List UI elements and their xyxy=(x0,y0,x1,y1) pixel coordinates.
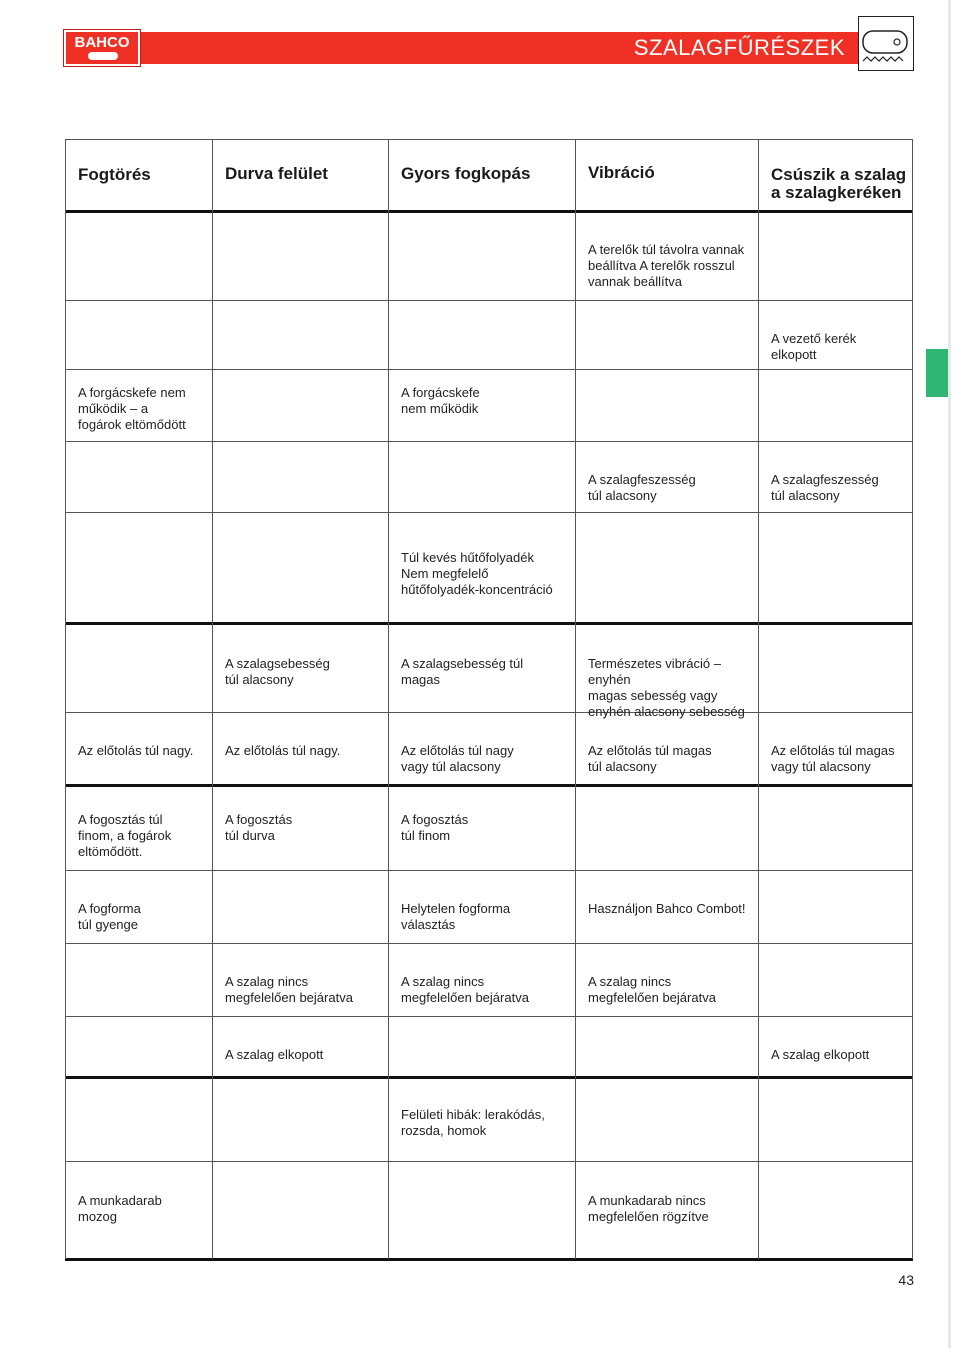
table-cell: A vezető kerék elkopott xyxy=(771,331,857,362)
table-cell: A fogosztás túl finom, a fogárok eltömődött. xyxy=(78,812,172,859)
table-cell: A forgácskefe nem működik xyxy=(401,385,480,416)
table-cell: Természetes vibráció – enyhén magas sebesség vagy enyhén alacsony sebesség xyxy=(588,656,745,719)
column-header: Durva felület xyxy=(225,164,328,183)
row-divider xyxy=(65,870,913,871)
row-divider xyxy=(65,1076,913,1079)
table-cell: Az előtolás túl nagy. xyxy=(225,743,341,758)
row-divider xyxy=(65,441,913,442)
table-cell: A munkadarab mozog xyxy=(78,1193,162,1224)
row-divider xyxy=(65,139,913,140)
table-cell: Az előtolás túl magas túl alacsony xyxy=(588,743,712,774)
table-cell: A szalag nincs megfelelően bejáratva xyxy=(588,974,716,1005)
page-edge-shadow xyxy=(948,0,951,1348)
table-cell: A szalagfeszesség túl alacsony xyxy=(771,472,879,503)
column-divider xyxy=(912,139,913,1259)
troubleshooting-table xyxy=(65,139,913,1259)
table-cell: A forgácskefe nem működik – a fogárok eltömődött xyxy=(78,385,186,432)
table-cell: A fogforma túl gyenge xyxy=(78,901,141,932)
row-divider xyxy=(65,369,913,370)
row-divider xyxy=(65,784,913,787)
table-cell: Az előtolás túl magas vagy túl alacsony xyxy=(771,743,895,774)
page-number: 43 xyxy=(898,1272,914,1288)
row-divider xyxy=(65,1016,913,1017)
column-divider xyxy=(65,139,66,1259)
table-cell: Az előtolás túl nagy vagy túl alacsony xyxy=(401,743,514,774)
table-cell: Helytelen fogforma választás xyxy=(401,901,511,932)
column-divider xyxy=(212,139,213,1259)
row-divider xyxy=(65,622,913,625)
table-cell: A szalag elkopott xyxy=(225,1047,324,1062)
table-cell: A fogosztás túl finom xyxy=(401,812,469,843)
column-divider xyxy=(575,139,576,1259)
row-divider xyxy=(65,512,913,513)
column-header: Gyors fogkopás xyxy=(401,164,531,183)
bahco-logo xyxy=(64,30,140,66)
table-cell: A szalag nincs megfelelően bejáratva xyxy=(225,974,353,1005)
row-divider xyxy=(65,943,913,944)
column-header: Fogtörés xyxy=(78,165,151,184)
table-cell: A fogosztás túl durva xyxy=(225,812,293,843)
column-divider xyxy=(388,139,389,1259)
table-cell: Túl kevés hűtőfolyadék Nem megfelelő hűtőfolyadék-koncentráció xyxy=(401,550,553,597)
row-divider xyxy=(65,210,913,213)
table-cell: A szalag elkopott xyxy=(771,1047,870,1062)
page-title: SZALAGFŰRÉSZEK xyxy=(633,35,845,60)
table-cell: A szalagsebesség túl magas xyxy=(401,656,524,687)
bandsaw-icon xyxy=(858,16,914,71)
table-cell: Felületi hibák: lerakódás, rozsda, homok xyxy=(401,1107,545,1138)
table-cell: A munkadarab nincs megfelelően rögzítve xyxy=(588,1193,709,1224)
table-cell: Az előtolás túl nagy. xyxy=(78,743,194,758)
column-header: Csúszik a szalag a szalagkeréken xyxy=(771,165,907,202)
table-cell: Használjon Bahco Combot! xyxy=(588,901,746,916)
table-cell: A szalag nincs megfelelően bejáratva xyxy=(401,974,529,1005)
column-divider xyxy=(758,139,759,1259)
wrench-icon xyxy=(88,52,118,60)
row-divider xyxy=(65,300,913,301)
table-cell: A szalagfeszesség túl alacsony xyxy=(588,472,696,503)
table-cell: A szalagsebesség túl alacsony xyxy=(225,656,330,687)
section-tab xyxy=(926,349,948,397)
row-divider xyxy=(65,712,913,713)
brand-text: BAHCO xyxy=(74,34,130,51)
row-divider xyxy=(65,1258,913,1261)
row-divider xyxy=(65,1161,913,1162)
table-cell: A terelők túl távolra vannak beállítva A terelők rosszul vannak beállítva xyxy=(588,242,745,289)
column-header: Vibráció xyxy=(588,163,655,182)
